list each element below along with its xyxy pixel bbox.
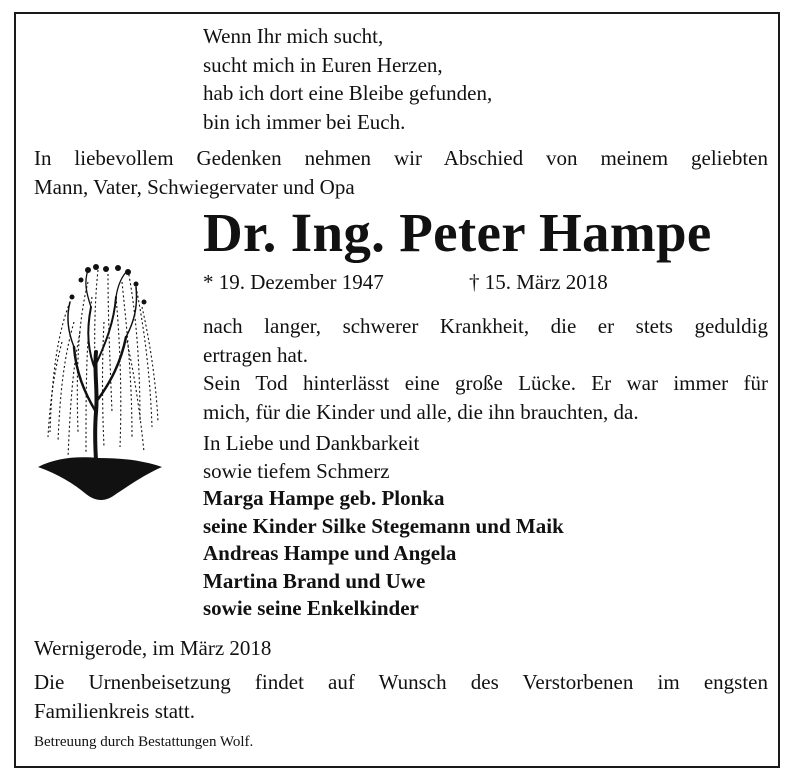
mourner-name: Martina Brand und Uwe — [203, 568, 426, 593]
closing-line: In Liebe und Dankbarkeit — [203, 431, 420, 455]
tribute-line: nach langer, schwerer Krankheit, die er stets geduldig — [203, 314, 768, 338]
poem-line: sucht mich in Euren Herzen, — [203, 52, 443, 77]
mourner-name: seine Kinder Silke Stegemann und Maik — [203, 513, 564, 538]
poem — [203, 22, 492, 136]
deceased-name: Dr. Ing. Peter Hampe — [203, 202, 712, 263]
intro-line: Mann, Vater, Schwiegervater und Opa — [34, 174, 355, 199]
place-date: Wernigerode, im März 2018 — [34, 636, 272, 660]
mourner-name: sowie seine Enkelkinder — [203, 596, 419, 620]
intro-text — [34, 144, 768, 201]
poem-line: Wenn Ihr mich sucht, — [203, 24, 384, 48]
closing-line: sowie tiefem Schmerz — [203, 458, 390, 483]
tribute-line: mich, für die Kinder und alle, die ihn brauchten, da. — [203, 399, 639, 424]
undertaker-credit: Betreuung durch Bestattungen Wolf. — [34, 734, 254, 750]
poem-line: bin ich immer bei Euch. — [203, 109, 406, 134]
burial-line: Familienkreis statt. — [34, 698, 195, 723]
weeping-willow-icon — [36, 262, 166, 507]
intro-line: In liebevollem Gedenken nehmen wir Abschied von meinem geliebten — [34, 146, 768, 170]
tribute-line: Sein Tod hinterlässt eine große Lücke. Er war immer für — [203, 371, 768, 395]
life-dates — [203, 268, 608, 296]
burial-line: Die Urnenbeisetzung findet auf Wunsch des Verstorbenen im engsten — [34, 670, 768, 694]
mourner-name: Andreas Hampe und Angela — [203, 541, 457, 565]
tribute-text — [203, 312, 768, 426]
burial-notice — [34, 668, 768, 725]
poem-line: hab ich dort eine Bleibe gefunden, — [203, 81, 493, 105]
closing-block — [203, 430, 564, 623]
tribute-line: ertragen hat. — [203, 342, 308, 367]
death-date: † 15. März 2018 — [469, 270, 608, 294]
mourner-name: Marga Hampe geb. Plonka — [203, 486, 445, 510]
birth-date: * 19. Dezember 1947 — [203, 270, 384, 294]
